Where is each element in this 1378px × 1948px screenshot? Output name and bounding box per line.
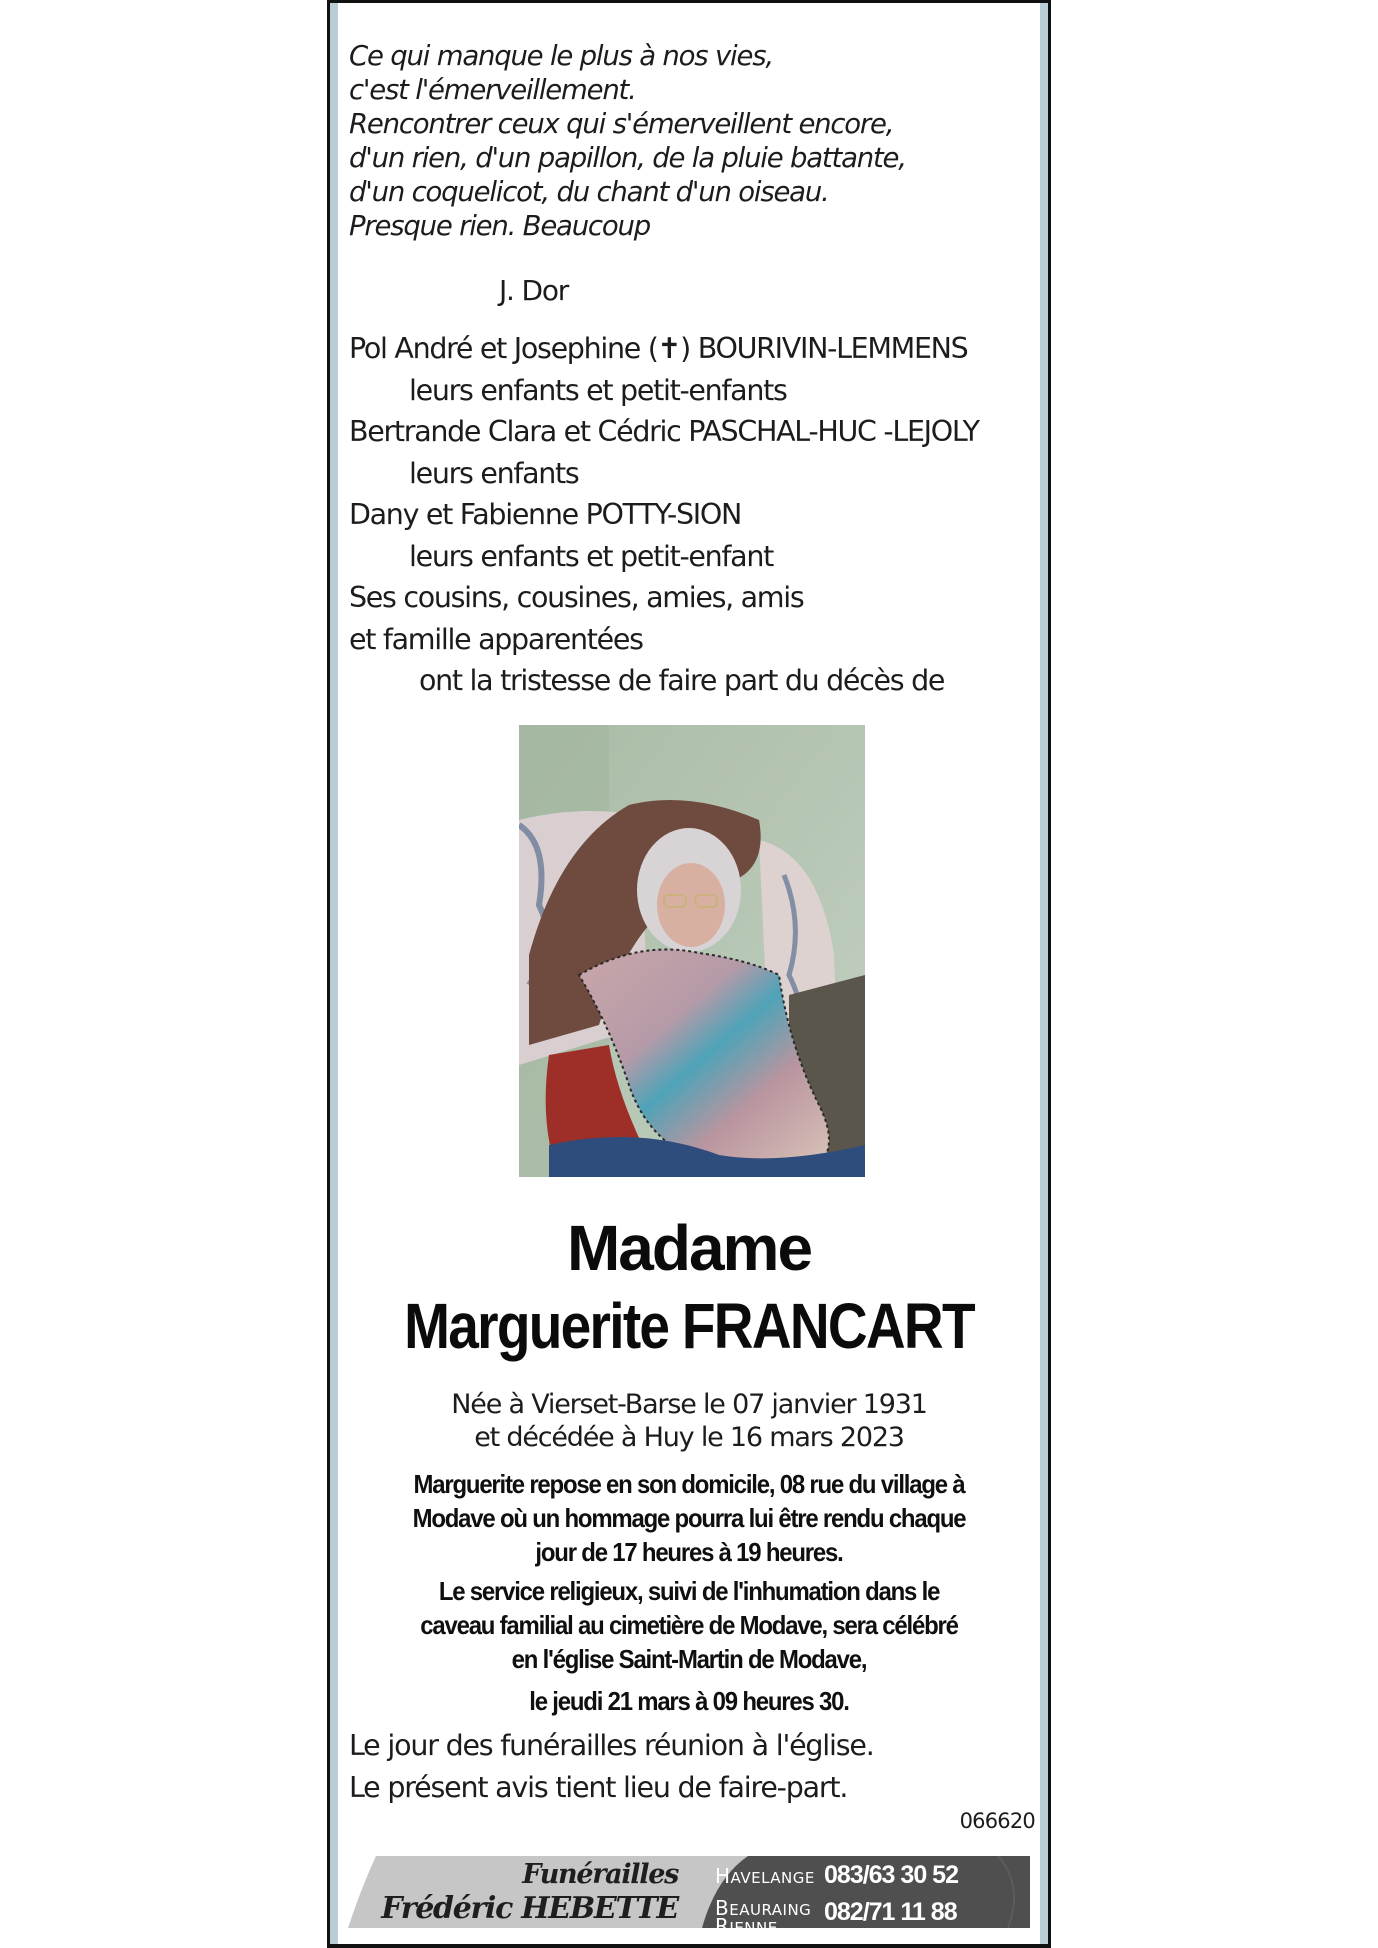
death-line: et décédée à Huy le 16 mars 2023 <box>474 1422 904 1453</box>
family-line: leurs enfants et petit-enfant <box>409 539 773 573</box>
closing-line: Le jour des funérailles réunion à l'église. <box>349 1729 874 1762</box>
deceased-name: Marguerite FRANCART <box>404 1290 974 1362</box>
birth-line: Née à Vierset-Barse le 07 janvier 1931 <box>451 1389 927 1420</box>
service-details <box>369 1574 1009 1676</box>
closing-notes <box>349 1725 874 1809</box>
reference-number: 066620 <box>959 1809 1035 1833</box>
service-datetime <box>369 1684 1009 1718</box>
service-line: Le service religieux, suivi de l'inhumation dans le <box>438 1576 940 1606</box>
family-line: Ses cousins, cousines, amies, amis <box>349 581 804 614</box>
poem-line: d'un coquelicot, du chant d'un oiseau. <box>349 176 829 208</box>
poem-quote <box>349 39 906 243</box>
poem-line: Ce qui manque le plus à nos vies, <box>349 40 773 72</box>
closing-line: Le présent avis tient lieu de faire-part. <box>349 1771 848 1804</box>
obituary-content <box>341 3 1037 1944</box>
town-havelange <box>715 1864 815 1888</box>
wake-line: Marguerite repose en son domicile, 08 rue du village à <box>413 1469 965 1499</box>
obituary-frame <box>327 0 1051 1948</box>
wake-details <box>369 1467 1009 1569</box>
frame-band-left <box>330 3 338 1944</box>
town-rienne <box>715 1914 778 1938</box>
portrait-photo <box>519 725 865 1177</box>
poem-line: Presque rien. Beaucoup <box>349 210 650 242</box>
family-line: leurs enfants et petit-enfants <box>409 373 787 407</box>
deceased-title: Madame <box>566 1212 812 1284</box>
phone-havelange[interactable]: 083/63 30 52 <box>824 1861 958 1889</box>
family-line: et famille apparentées <box>349 622 643 656</box>
family-line: ont la tristesse de faire part du décès de <box>419 664 945 697</box>
service-line: en l'église Saint-Martin de Modave, <box>511 1644 867 1674</box>
service-datetime-line: le jeudi 21 mars à 09 heures 30. <box>529 1686 849 1716</box>
funeral-home-line2: Frédéric HEBETTE <box>381 1891 678 1926</box>
poem-author: J. Dor <box>499 274 569 307</box>
family-line: leurs enfants <box>409 456 579 490</box>
poem-line: Rencontrer ceux qui s'émerveillent encore, <box>349 108 894 140</box>
poem-line: c'est l'émerveillement. <box>349 74 636 106</box>
frame-band-right <box>1040 3 1048 1944</box>
service-line: caveau familial au cimetière de Modave, sera célébré <box>420 1610 958 1640</box>
life-dates <box>341 1388 1037 1454</box>
phone-beauraing[interactable]: 082/71 11 88 <box>824 1898 957 1926</box>
wake-line: jour de 17 heures à 19 heures. <box>535 1537 843 1567</box>
funeral-home-banner <box>348 1856 1030 1938</box>
family-list <box>349 328 979 702</box>
wake-line: Modave où un hommage pourra lui être rendu chaque <box>412 1503 966 1533</box>
family-line: Bertrande Clara et Cédric PASCHAL-HUC -LEJOLY <box>349 415 979 448</box>
funeral-home-line1: Funérailles <box>522 1859 678 1890</box>
family-line: Pol André et Josephine (✝) BOURIVIN-LEMMENS <box>349 332 968 365</box>
town-label: HAVELANGE <box>715 1864 815 1888</box>
poem-line: d'un rien, d'un papillon, de la pluie battante, <box>349 142 906 174</box>
town-label: BEAURAING <box>715 1896 812 1920</box>
funeral-home-name <box>381 1858 678 1926</box>
town-label: RIENNE <box>715 1914 778 1938</box>
family-line: Dany et Fabienne POTTY-SION <box>349 498 742 531</box>
